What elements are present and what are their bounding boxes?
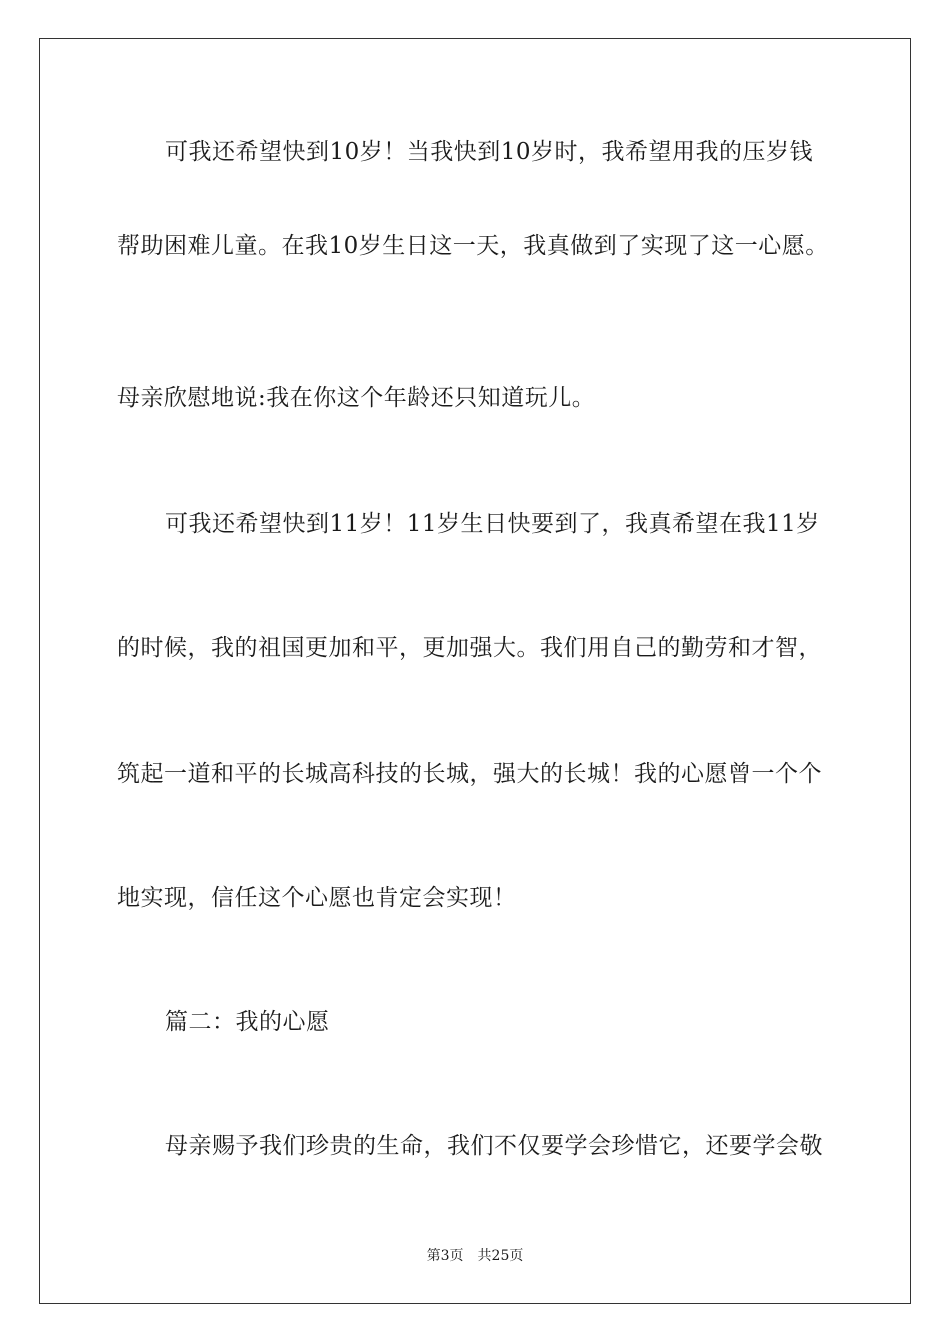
section-heading: 篇二：我的心愿 <box>165 1009 330 1035</box>
page-frame <box>39 38 911 1304</box>
text-line-5: 的时候，我的祖国更加和平，更加强大。我们用自己的勤劳和才智， <box>117 635 822 661</box>
page-footer <box>0 1246 950 1266</box>
text-line-7: 地实现，信任这个心愿也肯定会实现！ <box>117 885 517 911</box>
text-line-9: 母亲赐予我们珍贵的生命，我们不仅要学会珍惜它，还要学会敬 <box>165 1133 823 1159</box>
page-number: 第3页 <box>426 1248 464 1264</box>
text-line-3: 母亲欣慰地说:我在你这个年龄还只知道玩儿。 <box>117 385 596 411</box>
text-line-4: 可我还希望快到11岁！11岁生日快要到了，我真希望在我11岁 <box>165 511 820 537</box>
page-total: 共25页 <box>477 1248 524 1264</box>
text-line-1: 可我还希望快到10岁！当我快到10岁时，我希望用我的压岁钱 <box>165 139 814 165</box>
text-line-6: 筑起一道和平的长城高科技的长城，强大的长城！我的心愿曾一个个 <box>117 761 822 787</box>
text-line-2: 帮助困难儿童。在我10岁生日这一天，我真做到了实现了这一心愿。 <box>117 233 829 259</box>
